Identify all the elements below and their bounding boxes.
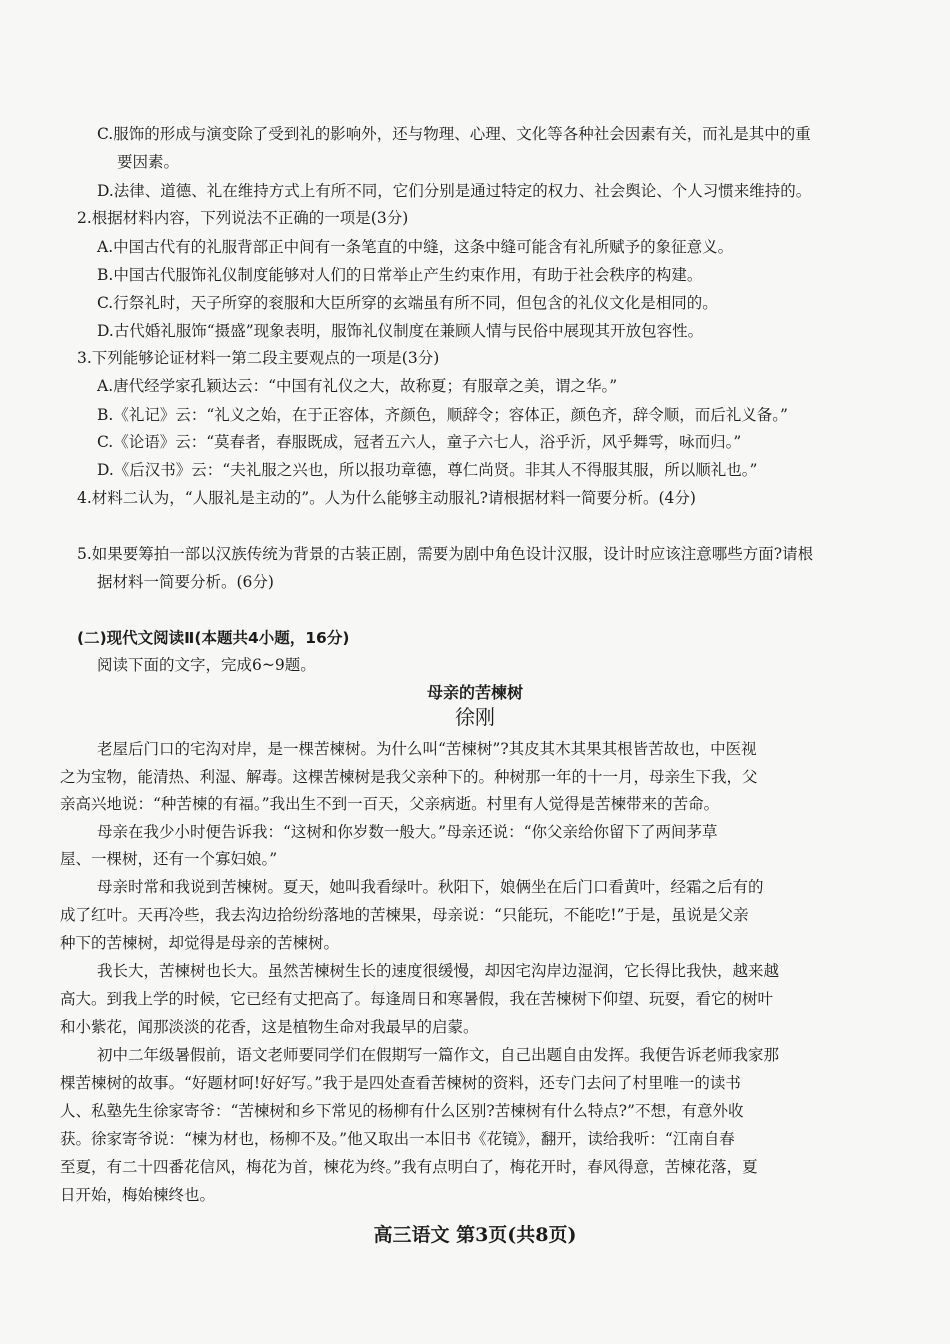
q1-option-c-cont: 要因素。 xyxy=(117,153,180,171)
passage-line: 至夏，有二十四番花信风，梅花为首，楝花为终。”我有点明白了，梅花开时，春风得意，苦楝花落，夏 xyxy=(60,1158,758,1176)
q3-stem: 3.下列能够论证材料一第二段主要观点的一项是(3分) xyxy=(77,349,440,367)
q3-option-a: A.唐代经学家孔颖达云：“中国有礼仪之大，故称夏；有服章之美，谓之华。” xyxy=(97,377,618,395)
passage-line: 成了红叶。天再冷些，我去沟边拾纷纷落地的苦楝果，母亲说：“只能玩，不能吃!”于是，虽说是父亲 xyxy=(60,906,749,924)
passage-line: 种下的苦楝树，却觉得是母亲的苦楝树。 xyxy=(60,934,340,952)
passage-line: 高大。到我上学的时候，它已经有丈把高了。每逢周日和寒暑假，我在苦楝树下仰望、玩耍，看它的树叶 xyxy=(60,990,774,1008)
q3-option-b: B.《礼记》云：“礼义之始，在于正容体，齐颜色，顺辞令；容体正，颜色齐，辞令顺，而后礼义备。” xyxy=(97,406,788,424)
passage-line: 亲高兴地说：“种苦楝的有福。”我出生不到一百天，父亲病逝。村里有人觉得是苦楝带来的苦命。 xyxy=(60,795,720,813)
q2-stem: 2.根据材料内容，下列说法不正确的一项是(3分) xyxy=(77,209,409,227)
passage-line: 和小紫花，闻那淡淡的花香，这是植物生命对我最早的启蒙。 xyxy=(60,1018,479,1036)
q3-option-c: C.《论语》云：“莫春者，春服既成，冠者五六人，童子六七人，浴乎沂，风乎舞雩，咏而归。” xyxy=(97,433,742,451)
passage-line: 日开始，梅始楝终也。 xyxy=(60,1186,216,1204)
passage-author: 徐刚 xyxy=(455,705,495,729)
passage-line: 人、私塾先生徐家寄爷：“苦楝树和乡下常见的杨柳有什么区别?苦楝树有什么特点?”不想，有意外收 xyxy=(60,1102,744,1120)
q2-option-a: A.中国古代有的礼服背部正中间有一条笔直的中缝，这条中缝可能含有礼所赋予的象征意义。 xyxy=(97,238,734,256)
q2-option-b: B.中国古代服饰礼仪制度能够对人们的日常举止产生约束作用，有助于社会秩序的构建。 xyxy=(97,266,703,284)
passage-line: 母亲时常和我说到苦楝树。夏天，她叫我看绿叶。秋阳下，娘俩坐在后门口看黄叶，经霜之后有的 xyxy=(97,878,764,896)
reading-instruction: 阅读下面的文字，完成6~9题。 xyxy=(97,656,316,674)
q5-stem-cont: 据材料一简要分析。(6分) xyxy=(97,573,274,591)
q4-stem: 4.材料二认为，“人服礼是主动的”。人为什么能够主动服礼?请根据材料一简要分析。(4分) xyxy=(77,489,696,507)
passage-line: 之为宝物，能清热、利湿、解毒。这棵苦楝树是我父亲种下的。种树那一年的十一月，母亲生下我，父 xyxy=(60,768,758,786)
page-footer: 高三语文 第3页(共8页) xyxy=(373,1224,577,1246)
passage-line: 老屋后门口的宅沟对岸，是一棵苦楝树。为什么叫“苦楝树”?其皮其木其果其根皆苦故也，中医视 xyxy=(97,740,757,758)
q1-option-c: C.服饰的形成与演变除了受到礼的影响外，还与物理、心理、文化等各种社会因素有关，而礼是其中的重 xyxy=(97,125,811,143)
section-heading: (二)现代文阅读Ⅱ(本题共4小题，16分) xyxy=(77,629,350,647)
passage-line: 我长大，苦楝树也长大。虽然苦楝树生长的速度很缓慢，却因宅沟岸边湿润，它长得比我快，越来越 xyxy=(97,962,780,980)
passage-line: 棵苦楝树的故事。“好题材呵!好好写。”我于是四处查看苦楝树的资料，还专门去问了村里唯一的读书 xyxy=(60,1074,741,1092)
q2-option-c: C.行祭礼时，天子所穿的衮服和大臣所穿的玄端虽有所不同，但包含的礼仪文化是相同的。 xyxy=(97,294,718,312)
passage-title: 母亲的苦楝树 xyxy=(426,683,523,702)
passage-line: 初中二年级暑假前，语文老师要同学们在假期写一篇作文，自己出题自由发挥。我便告诉老师我家那 xyxy=(97,1046,780,1064)
q5-stem: 5.如果要筹拍一部以汉族传统为背景的古装正剧，需要为剧中角色设计汉服，设计时应该注意哪些方面?请根 xyxy=(77,545,814,563)
q3-option-d: D.《后汉书》云：“夫礼服之兴也，所以报功章德，尊仁尚贤。非其人不得服其服，所以顺礼也。” xyxy=(97,461,758,479)
q2-option-d: D.古代婚礼服饰“摄盛”现象表明，服饰礼仪制度在兼顾人情与民俗中展现其开放包容性。 xyxy=(97,322,704,340)
passage-line: 母亲在我少小时便告诉我：“这树和你岁数一般大。”母亲还说：“你父亲给你留下了两间茅草 xyxy=(97,823,718,841)
passage-line: 获。徐家寄爷说：“楝为材也，杨柳不及。”他又取出一本旧书《花镜》，翻开，读给我听：“江南自春 xyxy=(60,1130,735,1148)
q1-option-d: D.法律、道德、礼在维持方式上有所不同，它们分别是通过特定的权力、社会舆论、个人习惯来维持的。 xyxy=(97,182,812,200)
passage-line: 屋、一棵树，还有一个寡妇娘。” xyxy=(60,850,278,868)
